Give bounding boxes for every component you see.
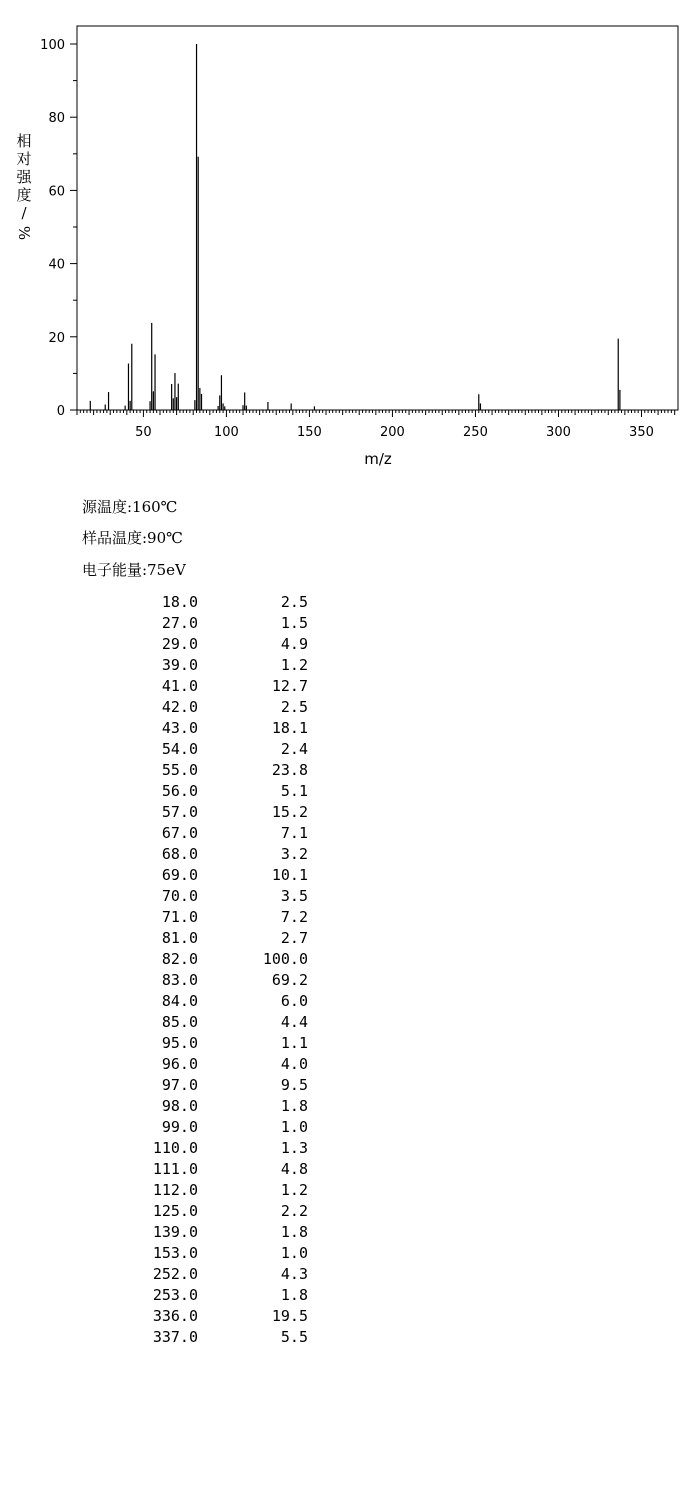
- peak-mz: 253.0: [152, 1286, 198, 1304]
- peak-mz: 69.0: [161, 866, 198, 884]
- peak-abundance: 2.5: [280, 593, 308, 611]
- x-tick-label: 50: [135, 425, 152, 440]
- peak-abundance: 18.1: [271, 719, 308, 737]
- peak-mz: 39.0: [161, 656, 198, 674]
- peak-mz: 125.0: [152, 1202, 198, 1220]
- peak-abundance: 1.2: [280, 1181, 308, 1199]
- peak-row: [120, 739, 320, 760]
- peak-abundance: 4.4: [280, 1013, 308, 1031]
- peak-abundance: 6.0: [280, 992, 308, 1010]
- peak-mz: 112.0: [152, 1181, 198, 1199]
- plot-frame: [77, 26, 678, 410]
- peak-abundance: 1.8: [280, 1097, 308, 1115]
- peak-mz: 97.0: [161, 1076, 198, 1094]
- peak-mz: 42.0: [161, 698, 198, 716]
- peak-mz: 57.0: [161, 803, 198, 821]
- peak-mz: 111.0: [152, 1160, 198, 1178]
- electron-energy: 电子能量:75eV: [82, 561, 186, 579]
- peak-abundance: 1.1: [280, 1034, 308, 1052]
- peak-abundance: 7.2: [280, 908, 308, 926]
- y-tick-label: 40: [48, 257, 65, 273]
- y-axis-title-char: 度: [16, 186, 32, 204]
- y-axis-title-char: 强: [16, 168, 32, 186]
- spectrum-peaks: [90, 44, 620, 410]
- x-axis-title: m/z: [364, 450, 392, 468]
- peak-abundance: 100.0: [262, 950, 308, 968]
- peak-mz: 56.0: [161, 782, 198, 800]
- peak-list: [120, 592, 320, 1348]
- peak-abundance: 9.5: [280, 1076, 308, 1094]
- peak-row: [120, 865, 320, 886]
- peak-abundance: 5.1: [280, 782, 308, 800]
- peak-row: [120, 970, 320, 991]
- peak-row: [120, 1327, 320, 1348]
- peak-mz: 153.0: [152, 1244, 198, 1262]
- peak-abundance: 1.8: [280, 1223, 308, 1241]
- peak-mz: 99.0: [161, 1118, 198, 1136]
- peak-mz: 68.0: [161, 845, 198, 863]
- peak-abundance: 4.9: [280, 635, 308, 653]
- peak-mz: 84.0: [161, 992, 198, 1010]
- peak-row: [120, 1201, 320, 1222]
- peak-row: [120, 1285, 320, 1306]
- peak-mz: 95.0: [161, 1034, 198, 1052]
- peak-abundance: 1.5: [280, 614, 308, 632]
- peak-row: [120, 844, 320, 865]
- y-tick-label: 80: [48, 111, 65, 127]
- peak-mz: 29.0: [161, 635, 198, 653]
- sample-temperature: 样品温度:90℃: [82, 529, 183, 547]
- y-axis-title-char: 对: [16, 150, 32, 168]
- peak-abundance: 15.2: [271, 803, 308, 821]
- peak-abundance: 7.1: [280, 824, 308, 842]
- peak-row: [120, 613, 320, 634]
- peak-mz: 110.0: [152, 1139, 198, 1157]
- mass-spectrum-chart: [0, 0, 687, 480]
- peak-abundance: 4.8: [280, 1160, 308, 1178]
- peak-abundance: 2.4: [280, 740, 308, 758]
- peak-abundance: 2.2: [280, 1202, 308, 1220]
- y-tick-label: 20: [48, 330, 65, 346]
- peak-abundance: 23.8: [271, 761, 308, 779]
- x-tick-label: 100: [214, 425, 239, 440]
- y-axis-title-char: %: [14, 225, 33, 241]
- peak-mz: 337.0: [152, 1328, 198, 1346]
- peak-abundance: 3.5: [280, 887, 308, 905]
- peak-mz: 70.0: [161, 887, 198, 905]
- peak-mz: 18.0: [161, 593, 198, 611]
- peak-row: [120, 1222, 320, 1243]
- peak-mz: 71.0: [161, 908, 198, 926]
- peak-mz: 43.0: [161, 719, 198, 737]
- peak-mz: 55.0: [161, 761, 198, 779]
- peak-mz: 336.0: [152, 1307, 198, 1325]
- peak-row: [120, 697, 320, 718]
- peak-mz: 81.0: [161, 929, 198, 947]
- peak-mz: 83.0: [161, 971, 198, 989]
- peak-mz: 98.0: [161, 1097, 198, 1115]
- x-tick-label: 350: [629, 425, 654, 440]
- peak-abundance: 1.0: [280, 1118, 308, 1136]
- y-axis-title-char: 相: [16, 132, 32, 150]
- peak-abundance: 2.7: [280, 929, 308, 947]
- x-axis: [77, 410, 675, 440]
- peak-row: [120, 1264, 320, 1285]
- peak-abundance: 19.5: [271, 1307, 308, 1325]
- y-axis: [40, 38, 77, 419]
- peak-abundance: 5.5: [280, 1328, 308, 1346]
- peak-row: [120, 991, 320, 1012]
- peak-row: [120, 1180, 320, 1201]
- peak-row: [120, 1306, 320, 1327]
- peak-row: [120, 823, 320, 844]
- peak-row: [120, 781, 320, 802]
- y-axis-title: [14, 132, 34, 242]
- peak-mz: 67.0: [161, 824, 198, 842]
- y-axis-title-char: /: [21, 204, 27, 222]
- peak-row: [120, 1138, 320, 1159]
- peak-mz: 82.0: [161, 950, 198, 968]
- peak-row: [120, 1012, 320, 1033]
- peak-abundance: 69.2: [271, 971, 308, 989]
- peak-row: [120, 949, 320, 970]
- peak-row: [120, 634, 320, 655]
- y-tick-label: 60: [48, 184, 65, 200]
- peak-mz: 54.0: [161, 740, 198, 758]
- peak-row: [120, 592, 320, 613]
- peak-row: [120, 1117, 320, 1138]
- x-tick-label: 300: [546, 425, 571, 440]
- x-tick-label: 250: [463, 425, 488, 440]
- peak-row: [120, 676, 320, 697]
- peak-mz: 85.0: [161, 1013, 198, 1031]
- peak-abundance: 3.2: [280, 845, 308, 863]
- peak-row: [120, 655, 320, 676]
- peak-row: [120, 1075, 320, 1096]
- peak-mz: 27.0: [161, 614, 198, 632]
- peak-mz: 96.0: [161, 1055, 198, 1073]
- x-tick-label: 150: [297, 425, 322, 440]
- peak-mz: 252.0: [152, 1265, 198, 1283]
- peak-row: [120, 1159, 320, 1180]
- peak-row: [120, 1096, 320, 1117]
- peak-abundance: 1.3: [280, 1139, 308, 1157]
- x-tick-label: 200: [380, 425, 405, 440]
- y-tick-label: 0: [56, 404, 65, 419]
- peak-row: [120, 1054, 320, 1075]
- peak-abundance: 1.2: [280, 656, 308, 674]
- peak-abundance: 12.7: [271, 677, 308, 695]
- peak-abundance: 1.0: [280, 1244, 308, 1262]
- peak-mz: 41.0: [161, 677, 198, 695]
- peak-row: [120, 718, 320, 739]
- peak-abundance: 2.5: [280, 698, 308, 716]
- peak-row: [120, 928, 320, 949]
- peak-abundance: 4.3: [280, 1265, 308, 1283]
- y-tick-label: 100: [40, 38, 65, 53]
- peak-row: [120, 802, 320, 823]
- peak-row: [120, 886, 320, 907]
- peak-abundance: 10.1: [271, 866, 308, 884]
- peak-row: [120, 1033, 320, 1054]
- peak-row: [120, 1243, 320, 1264]
- peak-row: [120, 907, 320, 928]
- source-temperature: 源温度:160℃: [82, 498, 178, 516]
- peak-abundance: 1.8: [280, 1286, 308, 1304]
- peak-mz: 139.0: [152, 1223, 198, 1241]
- peak-abundance: 4.0: [280, 1055, 308, 1073]
- peak-row: [120, 760, 320, 781]
